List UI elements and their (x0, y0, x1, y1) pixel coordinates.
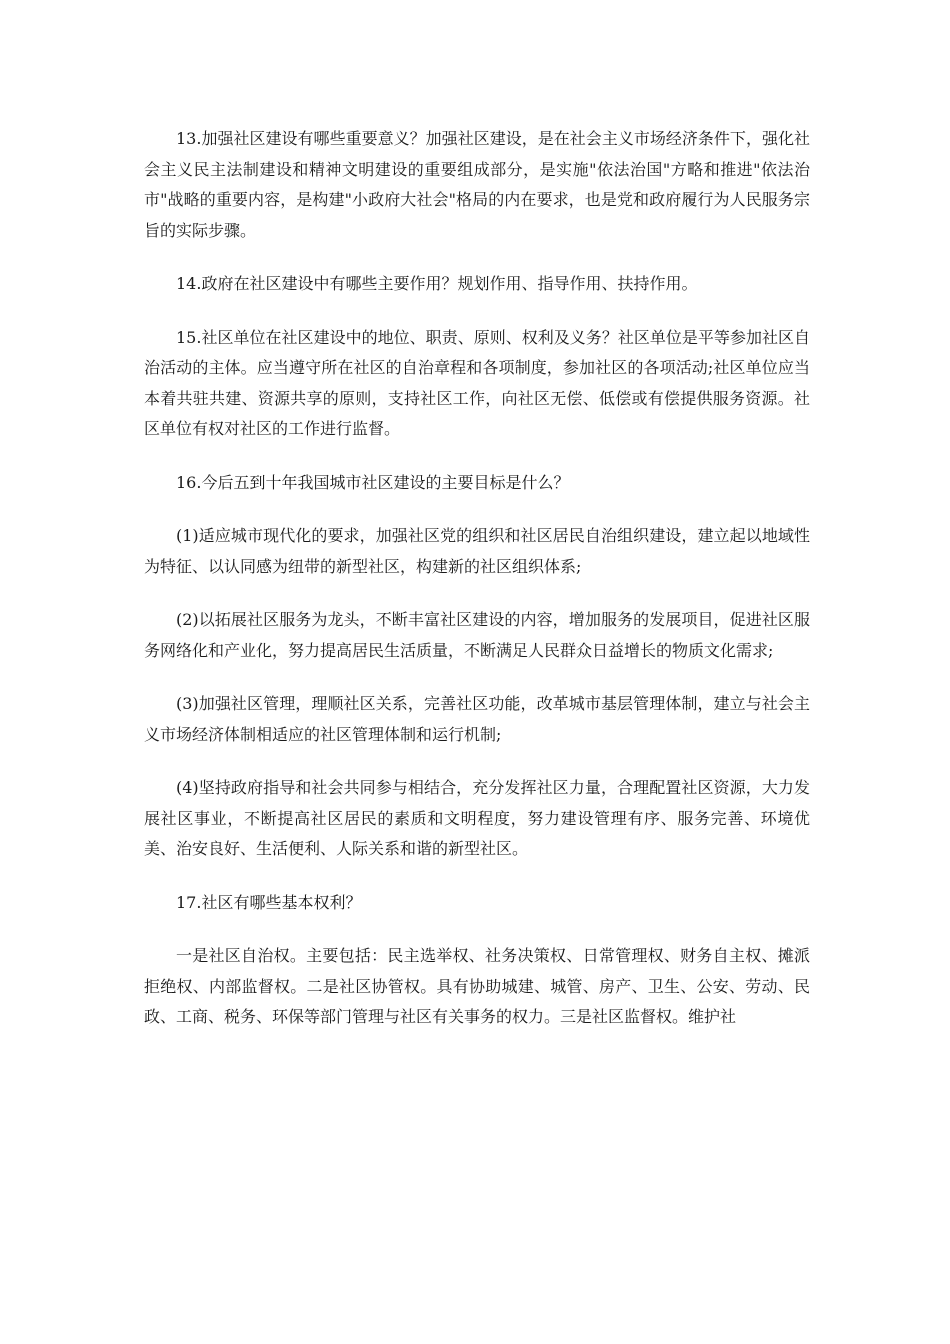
paragraph-q16-item-3: (3)加强社区管理，理顺社区关系，完善社区功能，改革城市基层管理体制，建立与社会主义市场经济体制相适应的社区管理体制和运行机制; (144, 694, 810, 744)
paragraph-q16-heading: 16.今后五到十年我国城市社区建设的主要目标是什么？ (176, 472, 570, 492)
paragraph-q14: 14.政府在社区建设中有哪些主要作用？规划作用、指导作用、扶持作用。 (176, 274, 698, 293)
paragraph-q16-item-4: (4)坚持政府指导和社会共同参与相结合，充分发挥社区力量，合理配置社区资源，大力发展社区事业，不断提高社区居民的素质和文明程度，努力建设管理有序、服务完善、环境优美、治安良好、生活便利、人际关系和谐的新型社区。 (144, 778, 810, 858)
document-body (144, 124, 810, 1056)
paragraph-q13: 13.加强社区建设有哪些重要意义？加强社区建设，是在社会主义市场经济条件下，强化社会主义民主法制建设和精神文明建设的重要组成部分，是实施"依法治国"方略和推进"依法治市"战略的重要内容，是构建"小政府大社会"格局的内在要求，也是党和政府履行为人民服务宗旨的实际步骤。 (144, 129, 810, 240)
paragraph-q15: 15.社区单位在社区建设中的地位、职责、原则、权利及义务？社区单位是平等参加社区自治活动的主体。应当遵守所在社区的自治章程和各项制度，参加社区的各项活动;社区单位应当本着共驻共建、资源共享的原则，支持社区工作，向社区无偿、低偿或有偿提供服务资源。社区单位有权对社区的工作进行监督。 (144, 327, 810, 438)
paragraph-q17-answer: 一是社区自治权。主要包括：民主选举权、社务决策权、日常管理权、财务自主权、摊派拒绝权、内部监督权。二是社区协管权。具有协助城建、城管、房产、卫生、公安、劳动、民政、工商、税务、环保等部门管理与社区有关事务的权力。三是社区监督权。维护社 (144, 946, 810, 1026)
paragraph-q16-item-1: (1)适应城市现代化的要求，加强社区党的组织和社区居民自治组织建设，建立起以地域性为特征、以认同感为纽带的新型社区，构建新的社区组织体系; (144, 526, 810, 576)
paragraph-q16-item-2: (2)以拓展社区服务为龙头，不断丰富社区建设的内容，增加服务的发展项目，促进社区服务网络化和产业化，努力提高居民生活质量，不断满足人民群众日益增长的物质文化需求; (144, 610, 810, 660)
paragraph-q17-heading: 17.社区有哪些基本权利？ (176, 892, 362, 912)
